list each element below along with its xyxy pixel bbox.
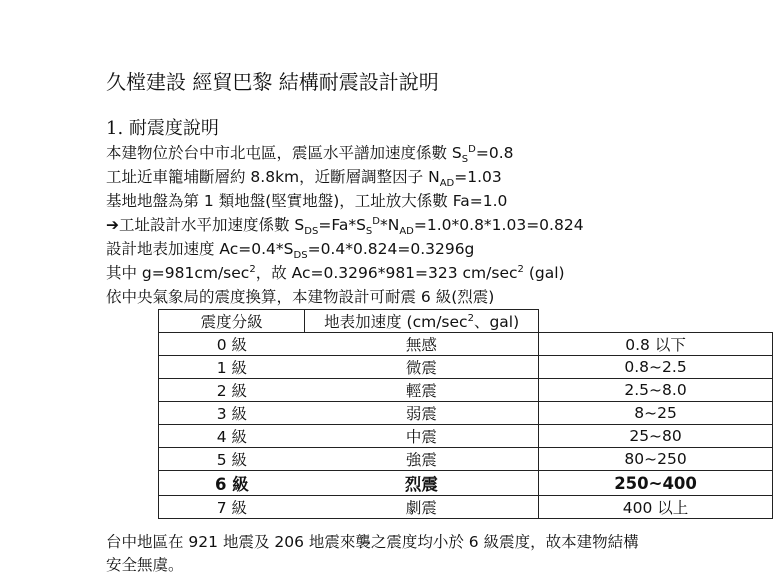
header-ground-acceleration: 地表加速度 ($cm/\sec^2$、gal) [305,310,539,333]
level-cell: 0 級 [159,333,305,356]
accel-cell: 25~80 [539,425,773,448]
name-cell: 無感 [305,333,539,356]
name-cell: 劇震 [305,496,539,519]
level-cell: 5 級 [159,448,305,471]
name-cell: 中震 [305,425,539,448]
name-cell: 輕震 [305,379,539,402]
name-cell: 弱震 [305,402,539,425]
accel-cell: 2.5~8.0 [539,379,773,402]
level-cell: 3 級 [159,402,305,425]
name-cell: 烈震 [305,471,539,496]
table-row [159,448,773,471]
table-row [159,496,773,519]
document-title: 久樘建設 經貿巴黎 結構耐震設計說明 [106,70,439,94]
level-cell: 1 級 [159,356,305,379]
text-line-design-coefficient: ➔工址設計水平加速度係數 $S_{DS}=Fa*S_S^D*N_{AD}=1.0*0.8*1.03=0.824$ [106,215,584,238]
header-intensity-level: 震度分級 [159,310,305,333]
conclusion-line-2: 安全無虞。 [106,556,184,574]
text-line-intensity-conversion: 依中央氣象局的震度換算，本建物設計可耐震 6 級(烈震) [106,288,495,306]
text-line-site-class: 基地地盤為第 1 類地盤(堅實地盤)，工址放大係數 Fa=1.0 [106,192,508,210]
text-line-zone-coefficient: 本建物位於台中市北屯區，震區水平譜加速度係數 $S_S^D=0.8$ [106,143,514,166]
level-cell: 4 級 [159,425,305,448]
accel-cell: 400 以上 [539,496,773,519]
level-cell: 6 級 [159,471,305,496]
text-line-gravity: 其中 $g=981cm/\sec^2$，故 Ac=0.3296*981=323 $cm/\sec^2$ (gal) [106,263,565,282]
conclusion-line-1: 台中地區在 921 地震及 206 地震來襲之震度均小於 6 級震度，故本建物結構 [106,533,639,551]
level-cell: 2 級 [159,379,305,402]
table-row [159,402,773,425]
section-heading: 1. 耐震度說明 [106,118,219,139]
table-row [159,379,773,402]
text-line-ground-acceleration: 設計地表加速度 $Ac=0.4*S_{DS}=0.4*0.824=0.3296g$ [106,240,475,262]
accel-cell: 250~400 [539,471,773,496]
text-line-fault-factor: 工址近車籠埔斷層約 8.8km，近斷層調整因子 $N_{AD}=1.03$ [106,168,502,190]
table-row-highlighted [159,471,773,496]
accel-cell: 0.8~2.5 [539,356,773,379]
accel-cell: 8~25 [539,402,773,425]
name-cell: 強震 [305,448,539,471]
level-cell: 7 級 [159,496,305,519]
name-cell: 微震 [305,356,539,379]
accel-cell: 0.8 以下 [539,333,773,356]
intensity-table [158,309,773,519]
accel-cell: 80~250 [539,448,773,471]
table-row [159,356,773,379]
arrow-icon: ➔ [106,216,119,234]
table-row [159,333,773,356]
table-row [159,425,773,448]
table-header-row [159,310,773,333]
